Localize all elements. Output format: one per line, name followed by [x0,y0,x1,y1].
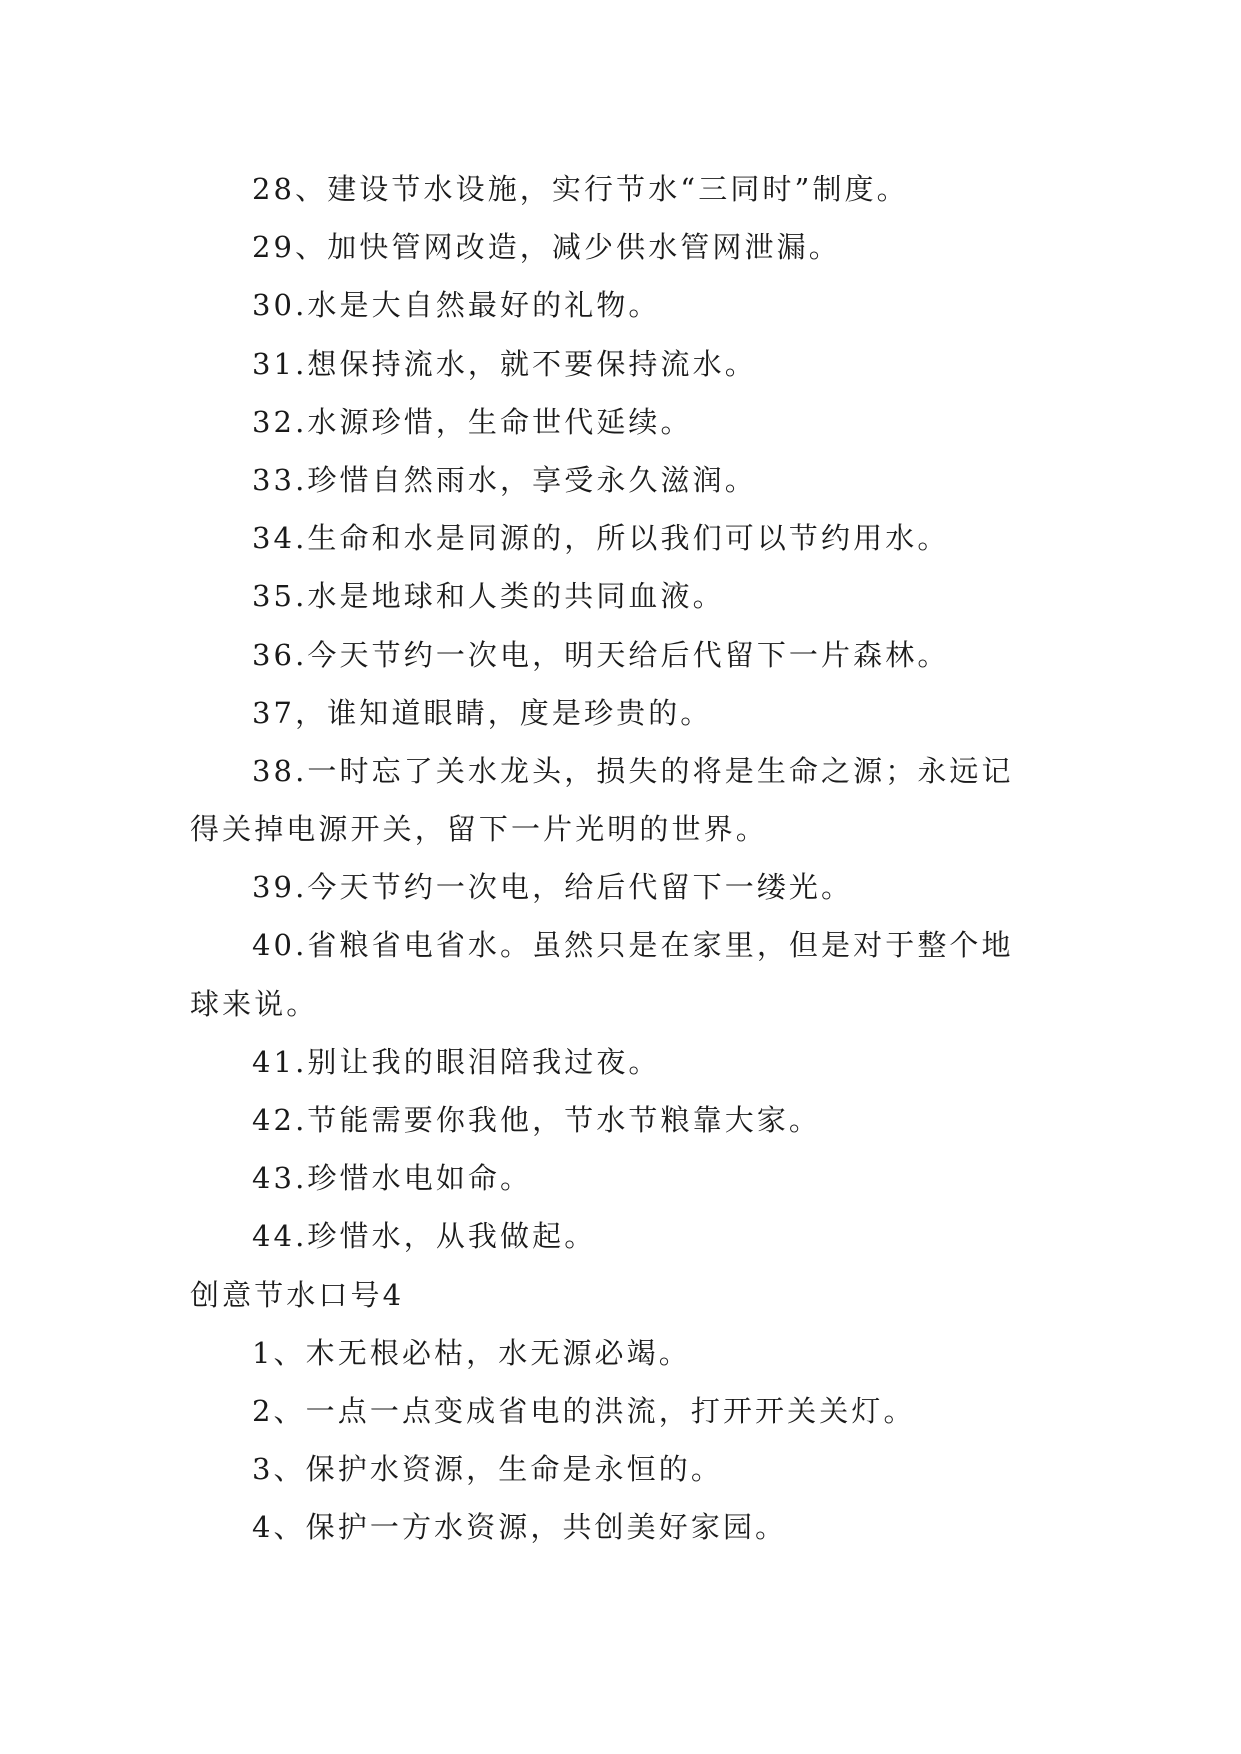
text-line: 37，谁知道眼睛，度是珍贵的。 [252,695,713,730]
text-line: 35.水是地球和人类的共同血液。 [252,579,725,614]
text-line: 40.省粮省电省水。虽然只是在家里，但是对于整个地 [252,928,1014,963]
text-line: 43.珍惜水电如命。 [252,1161,533,1196]
text-line: 36.今天节约一次电，明天给后代留下一片森林。 [252,637,950,672]
text-line: 4、保护一方水资源，共创美好家园。 [252,1510,788,1545]
text-line: 2、一点一点变成省电的洪流，打开开关关灯。 [252,1393,916,1428]
text-line: 33.珍惜自然雨水，享受永久滋润。 [252,462,757,497]
text-line: 1、木无根必枯，水无源必竭。 [252,1335,691,1370]
text-line: 42.节能需要你我他，节水节粮靠大家。 [252,1103,822,1137]
text-line: 39.今天节约一次电，给后代留下一缕光。 [252,870,854,905]
text-line: 28、建设节水设施，实行节水“三同时”制度。 [252,172,909,206]
text-line: 得关掉电源开关，留下一片光明的世界。 [190,812,768,847]
text-line: 31.想保持流水，就不要保持流水。 [252,346,757,381]
text-line: 38.一时忘了关水龙头，损失的将是生命之源；永远记 [252,753,1014,788]
text-line: 41.别让我的眼泪陪我过夜。 [252,1044,661,1079]
text-line: 32.水源珍惜，生命世代延续。 [252,404,693,439]
text-line: 34.生命和水是同源的，所以我们可以节约用水。 [252,521,950,556]
text-line: 球来说。 [190,986,319,1021]
text-line: 44.珍惜水，从我做起。 [252,1219,597,1254]
section-heading: 创意节水口号4 [190,1277,405,1312]
text-line: 3、保护水资源，生命是永恒的。 [252,1452,723,1487]
text-line: 29、加快管网改造，减少供水管网泄漏。 [252,230,841,265]
text-line: 30.水是大自然最好的礼物。 [252,288,661,323]
document-body [190,160,1050,1557]
